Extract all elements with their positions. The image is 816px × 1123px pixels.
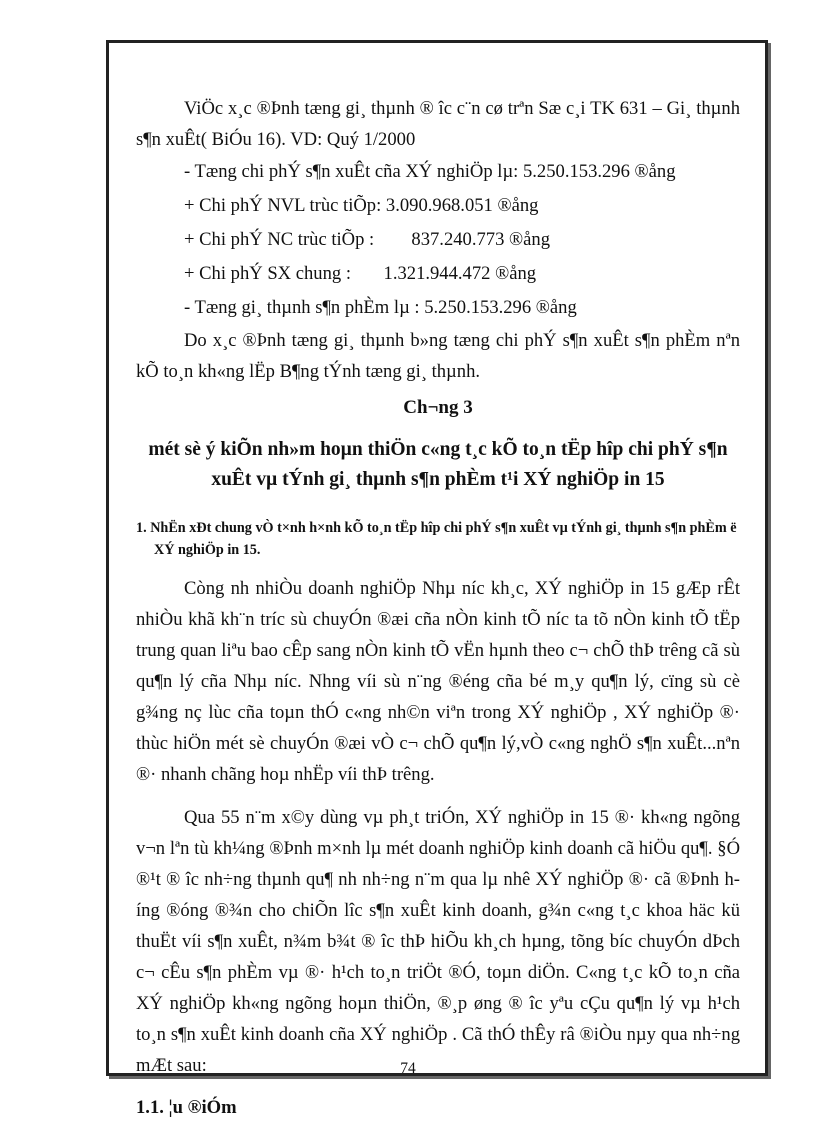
total-price-line: - Tæng gi¸ thµnh s¶n phÈm lµ : 5.250.153.296 ®ång: [184, 297, 577, 318]
chapter-title: mét sè ý kiÕn nh»m hoµn thiÖn c«ng t¸c kÕ to¸n tËp hîp chi phÝ s¶n xuÊt vµ tÝnh gi¸ thµnh s¶n phÈm t¹i XÝ nghiÖp in 15: [148, 439, 728, 490]
chapter-label: Ch¬ng 3: [403, 397, 473, 418]
section-paragraph-2: Qua 55 n¨m x©y dùng vµ ph¸t triÓn, XÝ nghiÖp in 15 ®· kh«ng ngõng v¬n lªn tù kh¼ng ®Þnh m×nh lµ mét doanh nghiÖp kinh doanh cã hiÖu qu¶. §Ó ®¹t ® îc nh÷ng thµnh qu¶ nh nh÷ng n¨m qua lµ nhê XÝ nghiÖp ®· cã ®Þnh híng ®óng ®¾n cho chiÕn lîc s¶n xuÊt kinh doanh, g¾n c«ng t¸c khoa häc kü thuËt víi s¶n xuÊt, n¾m b¾t ® îc thÞ hiÕu kh¸ch hµng, tõng bíc chuyÓn dÞch c¬ cÊu s¶n phÈm vµ ®· h¹ch to¸n triÖt ®Ó, toµn diÖn. C«ng t¸c kÕ to¸n cña XÝ nghiÖp kh«ng ngõng hoµn thiÖn, ®¸p øng ® îc yªu cÇu qu¶n lý vµ h¹ch to¸n s¶n xuÊt kinh doanh cña XÝ nghiÖp . Cã thÓ thÊy râ ®iÒu nµy qua nh÷ng mÆt sau:: [136, 807, 740, 1076]
material-cost-line: + Chi phÝ NVL trùc tiÕp: 3.090.968.051 ®ång: [184, 195, 539, 216]
section-heading: 1. NhËn xÐt chung vÒ t×nh h×nh kÕ to¸n tËp hîp chi phÝ s¶n xuÊt vµ tÝnh gi¸ thµnh s¶n phÈm ë XÝ nghiÖp in 15.: [136, 520, 737, 558]
intro-paragraph: ViÖc x¸c ®Þnh tæng gi¸ thµnh ® îc c¨n cø trªn Sæ c¸i TK 631 – Gi¸ thµnh s¶n xuÊt( BiÓu 16). VD: Quý 1/2000: [136, 98, 740, 150]
overhead-cost-line: + Chi phÝ SX chung : 1.321.944.472 ®ång: [184, 263, 537, 284]
section-paragraph-1: Còng nh nhiÒu doanh nghiÖp Nhµ níc kh¸c, XÝ nghiÖp in 15 gÆp rÊt nhiÒu khã kh¨n tríc sù chuyÓn ®æi cña nÒn kinh tÕ níc ta tõ nÒn kinh tÕ tËp trung quan liªu bao cÊp sang nÒn kinh tÕ vËn hµnh theo c¬ chÕ thÞ trêng cã sù qu¶n lý cña Nhµ níc. Nhng víi sù n¨ng ®éng cña bé m¸y qu¶n lý, cïng sù cè g¾ng nç lùc cña toµn thÓ c«ng nh©n viªn trong XÝ nghiÖp , XÝ nghiÖp ®· thùc hiÖn mét sè chuyÓn ®æi vÒ c¬ chÕ qu¶n lý,vÒ c«ng nghÖ s¶n xuÊt...nªn ®· nhanh chãng hoµ nhËp víi thÞ trêng.: [136, 578, 740, 785]
labor-cost-line: + Chi phÝ NC trùc tiÕp : 837.240.773 ®ång: [184, 229, 551, 250]
page-content: [136, 93, 740, 1123]
page-number: 74: [400, 1060, 416, 1077]
subsection-heading: 1.1. ¦u ®iÓm: [136, 1097, 237, 1118]
conclusion-paragraph: Do x¸c ®Þnh tæng gi¸ thµnh b»ng tæng chi phÝ s¶n xuÊt s¶n phÈm nªn kÕ to¸n kh«ng lËp B¶ng tÝnh tæng gi¸ thµnh.: [136, 330, 740, 382]
total-cost-line: - Tæng chi phÝ s¶n xuÊt cña XÝ nghiÖp lµ: 5.250.153.296 ®ång: [184, 161, 676, 182]
